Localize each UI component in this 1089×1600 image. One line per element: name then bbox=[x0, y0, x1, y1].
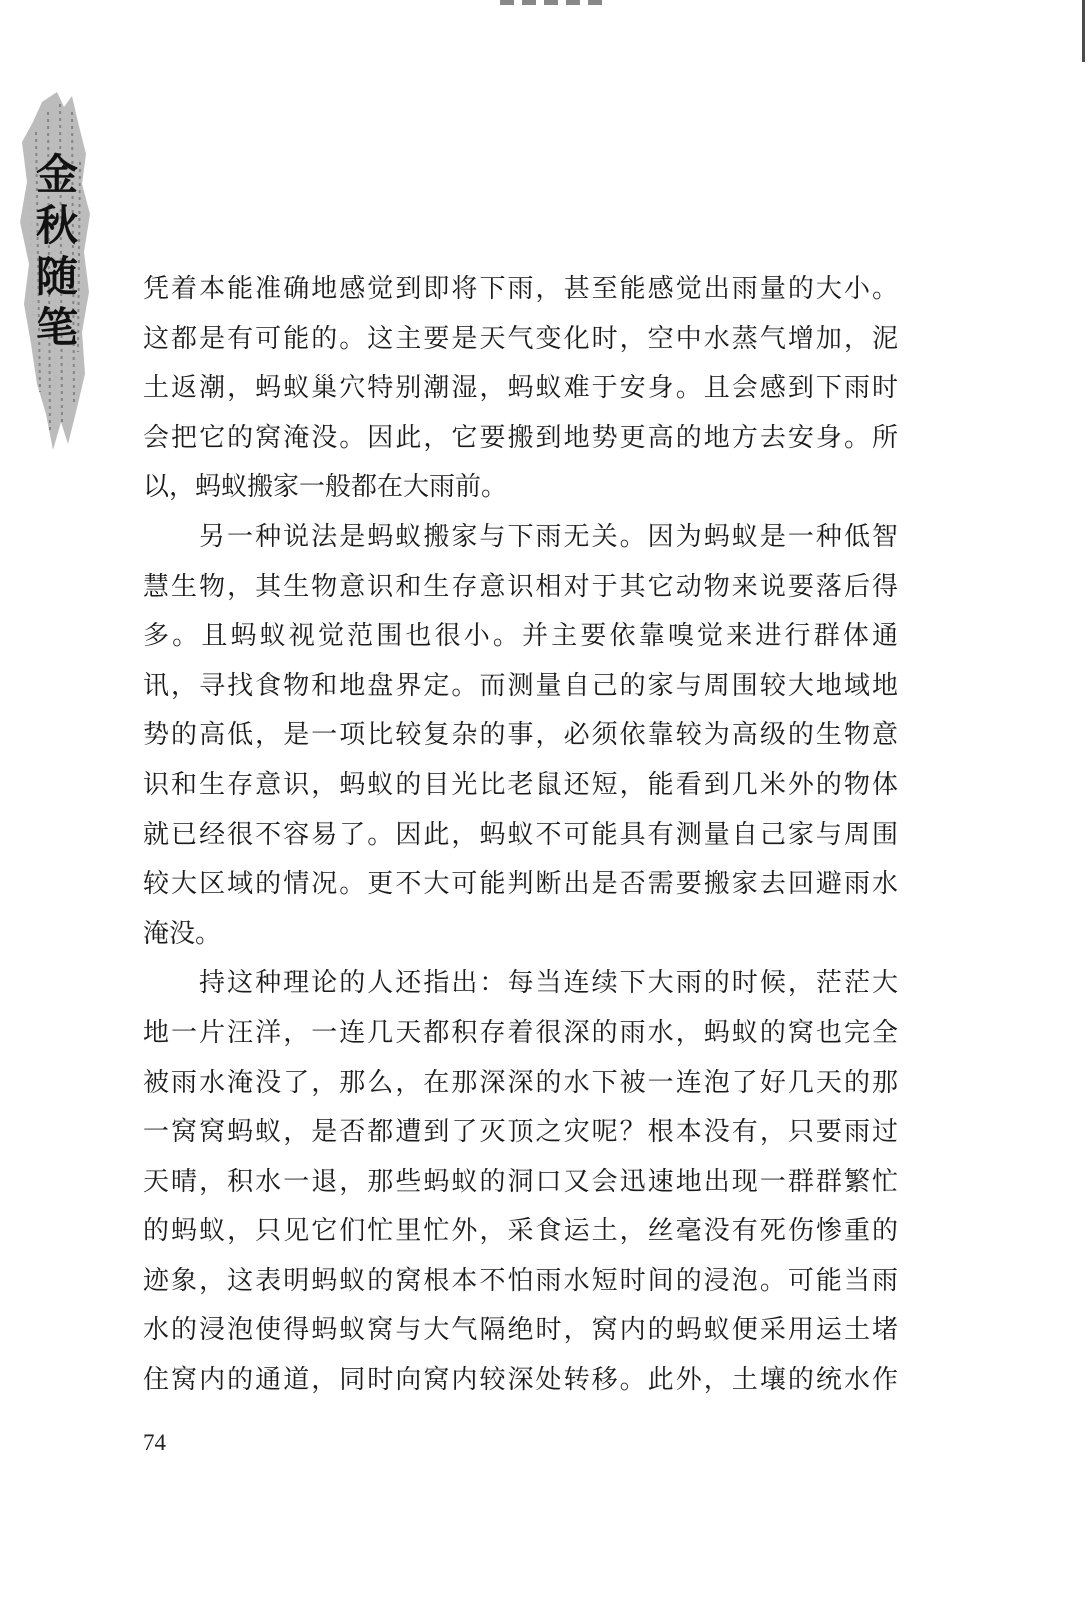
text-line: 一窝窝蚂蚁，是否都遭到了灭顶之灾呢？根本没有，只要雨过 bbox=[143, 1117, 898, 1148]
text-line: 讯，寻找食物和地盘界定。而测量自己的家与周围较大地域地 bbox=[143, 670, 898, 701]
text-line: 住窝内的通道，同时向窝内较深处转移。此外，土壤的统水作 bbox=[143, 1365, 898, 1396]
text-line: 多。且蚂蚁视觉范围也很小。并主要依靠嗅觉来进行群体通 bbox=[143, 621, 898, 652]
text-line: 较大区域的情况。更不大可能判断出是否需要搬家去回避雨水 bbox=[143, 869, 898, 900]
scan-edge-line bbox=[1082, 0, 1085, 62]
text-line: 慧生物，其生物意识和生存意识相对于其它动物来说要落后得 bbox=[143, 571, 898, 602]
text-line: 会把它的窝淹没。因此，它要搬到地势更高的地方去安身。所 bbox=[143, 422, 898, 453]
body-text bbox=[143, 265, 898, 1406]
text-line: 的蚂蚁，只见它们忙里忙外，采食运土，丝毫没有死伤惨重的 bbox=[143, 1216, 898, 1247]
text-line: 天晴，积水一退，那些蚂蚁的洞口又会迅速地出现一群群繁忙 bbox=[143, 1166, 898, 1197]
text-line: 就已经很不容易了。因此，蚂蚁不可能具有测量自己家与周围 bbox=[143, 819, 898, 850]
text-line: 势的高低，是一项比较复杂的事，必须依靠较为高级的生物意 bbox=[143, 720, 898, 751]
text-line: 淹没。 bbox=[143, 918, 222, 949]
text-line: 持这种理论的人还指出：每当连续下大雨的时候，茫茫大 bbox=[199, 968, 898, 999]
text-line: 这都是有可能的。这主要是天气变化时，空中水蒸气增加，泥 bbox=[143, 323, 898, 354]
text-line: 地一片汪洋，一连几天都积存着很深的雨水，蚂蚁的窝也完全 bbox=[143, 1017, 898, 1048]
text-line: 另一种说法是蚂蚁搬家与下雨无关。因为蚂蚁是一种低智 bbox=[199, 521, 898, 552]
text-line: 识和生存意识，蚂蚁的目光比老鼠还短，能看到几米外的物体 bbox=[143, 769, 898, 800]
text-line: 水的浸泡使得蚂蚁窝与大气隔绝时，窝内的蚂蚁便采用运土堵 bbox=[143, 1315, 898, 1346]
text-line: 迹象，这表明蚂蚁的窝根本不怕雨水短时间的浸泡。可能当雨 bbox=[143, 1265, 898, 1296]
text-line: 凭着本能准确地感觉到即将下雨，甚至能感觉出雨量的大小。 bbox=[143, 274, 898, 304]
page-number: 74 bbox=[143, 1430, 166, 1455]
text-line: 以，蚂蚁搬家一般都在大雨前。 bbox=[143, 472, 508, 503]
text-line: 被雨水淹没了，那么，在那深深的水下被一连泡了好几天的那 bbox=[143, 1067, 898, 1098]
paragraph bbox=[143, 959, 898, 1405]
paragraph bbox=[143, 513, 898, 959]
scan-top-artifact bbox=[500, 0, 610, 5]
text-line: 土返潮，蚂蚁巢穴特别潮湿，蚂蚁难于安身。且会感到下雨时 bbox=[143, 373, 898, 404]
paragraph bbox=[143, 265, 898, 513]
series-title-vertical: 金秋随笔 bbox=[30, 152, 79, 356]
